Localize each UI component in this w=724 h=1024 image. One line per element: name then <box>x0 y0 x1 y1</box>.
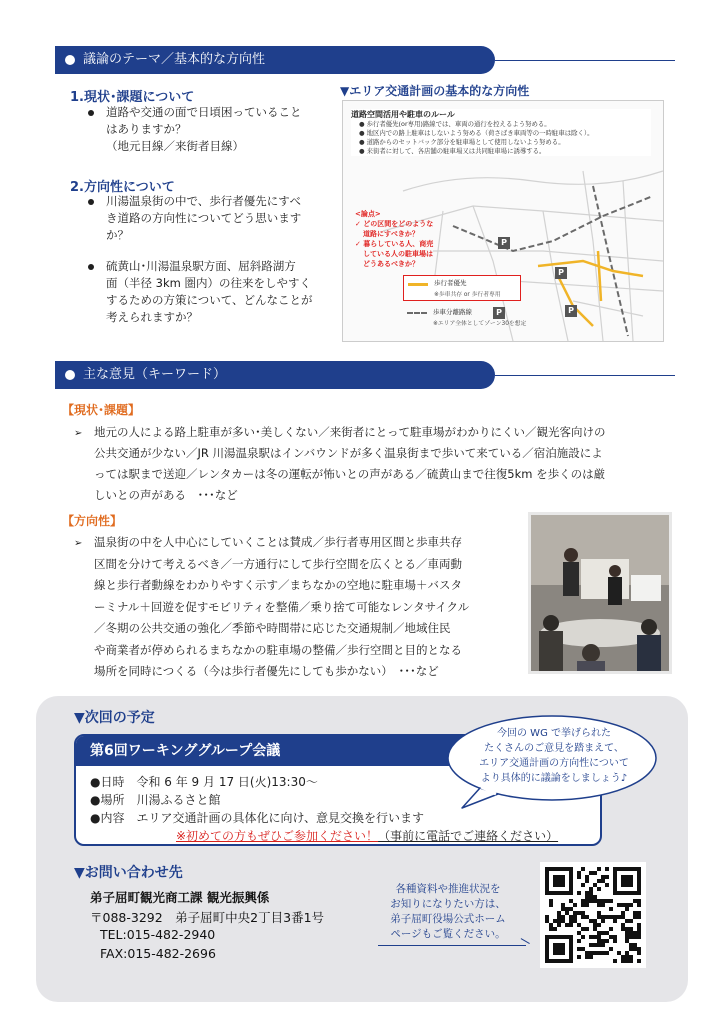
section-header-opinions <box>55 361 495 389</box>
invite-text: ※初めての方もぜひご参加ください！ <box>176 829 379 843</box>
bullet-icon <box>65 55 75 65</box>
section-title: 主な意見（キーワード） <box>83 367 227 382</box>
list-item: 川湯温泉街の中で、歩行者優先にすべ き道路の方向性についてどう思います か？ <box>88 193 338 244</box>
heading-direction: 2.方向性について <box>70 180 175 195</box>
arrow-bullet-icon: ➢ <box>74 538 83 549</box>
meeting-place: ●場所 川湯ふるさと館 <box>90 793 221 807</box>
contact-heading: ▼お問い合わせ先 <box>74 865 183 881</box>
rule-item: ● 地区内での路上駐車はしないよう努める（荷さばき車両等の一時駐車は除く）。 <box>359 129 594 137</box>
bullet-icon <box>88 199 94 205</box>
section-title: 議論のテーマ／基本的な方向性 <box>83 52 266 67</box>
bullet-icon <box>88 110 94 116</box>
meeting-invite <box>176 827 558 844</box>
discussion-points: <論点> ✓ どの区間をどのような 道路にすべきか？ ✓ 暮らしている人、商売 している人の駐車場は どうあるべきか？ <box>355 210 434 268</box>
map-heading: ▼エリア交通計画の基本的な方向性 <box>340 84 530 98</box>
label-current-issues: 【現状･課題】 <box>62 403 141 417</box>
legend-orange-line <box>408 283 428 286</box>
qr-code-graphic <box>545 867 641 963</box>
contact-org: 弟子屈町観光商工課 観光振興係 <box>90 890 270 905</box>
label-direction: 【方向性】 <box>62 514 123 528</box>
meeting-date: ●日時 令和 6 年 9 月 17 日(火)13:30～ <box>90 775 318 789</box>
list-item: 硫黄山･川湯温泉駅方面、屈斜路湖方 面（半径 3km 圏内）の往来をしやすく するための方策について、どんなことが 考えられますか？ <box>88 258 338 326</box>
rules-list <box>351 120 651 156</box>
website-note: 各種資料や推進状況を お知りになりたい方は、 弟子屈町役場公式ホーム ページもご覧ください。 <box>390 883 506 940</box>
divider <box>495 60 675 61</box>
parking-icon: P <box>498 237 510 249</box>
arrow-bullet-icon: ➢ <box>74 428 83 439</box>
workshop-photo <box>528 512 672 674</box>
contact-fax: FAX:015-482-2696 <box>100 946 216 961</box>
contact-address: 〒088-3292 弟子屈町中央2丁目3番1号 <box>90 910 325 925</box>
section-header-theme <box>55 46 495 74</box>
rules-panel <box>351 109 651 156</box>
schedule-heading: ▼次回の予定 <box>74 710 155 726</box>
rules-title: 道路空間活用や駐車のルール <box>351 110 455 119</box>
legend-separated: 歩車分離路線 ※エリア全体としてゾーン30を想定 <box>403 305 563 331</box>
legend-pedestrian-box: 歩行者優先 ※歩車共存 or 歩行者専用 <box>403 275 521 301</box>
note-underline <box>378 945 526 946</box>
divider <box>495 375 675 376</box>
heading-current-issues: 1.現状･課題について <box>70 90 195 105</box>
meeting-title: 第6回ワーキンググループ会議 <box>76 736 600 766</box>
contact-tel: TEL:015-482-2940 <box>100 927 216 942</box>
bullet-icon <box>88 264 94 270</box>
rule-item: ● 来街者に対して、各店舗の駐車場又は共同駐車場に誘導する。 <box>359 147 546 155</box>
area-traffic-map <box>342 100 664 342</box>
parking-icon: P <box>493 307 505 319</box>
rule-item: ● 道路からのセットバック部分を駐車場として使用しないよう努める。 <box>359 138 565 146</box>
qr-code-icon[interactable] <box>540 862 646 968</box>
bubble-text: 今回の WG で挙げられた たくさんのご意見を踏まえて、 エリア交通計画の方向性について より具体的に議論をしましょう♪ <box>479 728 629 784</box>
opinions-current: 地元の人による路上駐車が多い･美しくない／来街者にとって駐車場がわかりにくい／観光客向けの 公共交通が少ない／JR 川湯温泉駅はインバウンドが多く温泉街まで歩いて来ている／宿泊施設によ っては駅まで送迎／レンタカーは冬の運転が怖いとの声がある／硫黄山まで往復5km を歩くのは厳 しいとの声がある ･･･など <box>94 425 606 502</box>
opinions-direction: 温泉街の中を人中心にしていくことは賛成／歩行者専用区間と歩車共存 区間を分けて考えるべき／一方通行にして歩行空間を広くとる／車両動 線と歩行者動線をわかりやすく示す／まちなかの空地に駐車場＋バスタ ーミナル＋回遊を促すモビリティを整備／乗り捨て可能なレンタサイクル ／冬期の公共交通の強化／季節や時間帯に応じた交通規制／地域住民 や商業者が停められるまちなかの駐車場の整備／歩行空間と目的となる 場所を同時につくる（今は歩行者優先にしても歩かない） ･･･など <box>94 535 470 678</box>
bullet-icon <box>65 370 75 380</box>
legend-gray-line <box>407 312 427 314</box>
meeting-content: ●内容 エリア交通計画の具体化に向け、意見交換を行います <box>90 811 424 825</box>
photo-graphic <box>531 515 669 671</box>
rule-item: ● 歩行者優先(or専用)路線では、車両の通行を控えるよう努める。 <box>359 120 551 128</box>
list-item: 道路や交通の面で日頃困っていること はありますか？ （地元目線／来街者目線） <box>88 104 338 155</box>
parking-icon: P <box>555 267 567 279</box>
parking-icon: P <box>565 305 577 317</box>
invite-note: （事前に電話でご連絡ください） <box>378 829 559 843</box>
